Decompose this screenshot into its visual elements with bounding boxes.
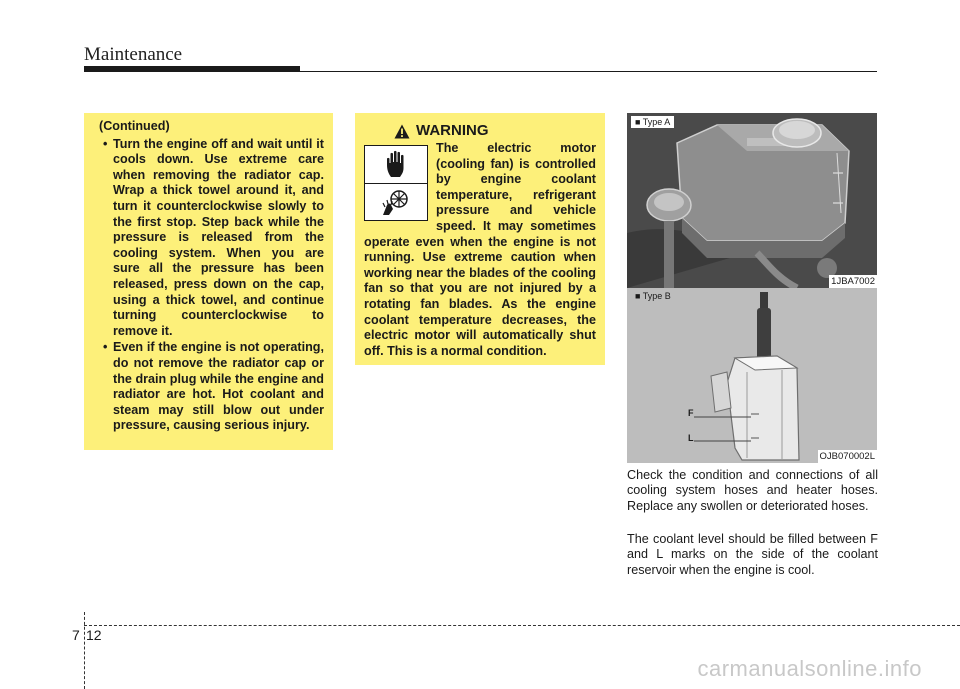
continued-caution-box bbox=[84, 113, 333, 450]
bullet-icon: • bbox=[103, 340, 108, 355]
figure-type-b-label: ■ Type B bbox=[635, 291, 671, 301]
caution-item bbox=[93, 137, 324, 340]
page-number: 12 bbox=[86, 627, 102, 643]
watermark: carmanualsonline.info bbox=[697, 656, 922, 681]
warning-box bbox=[355, 113, 605, 365]
warning-text: The electric motor (cooling fan) is controlled by engine coolant temperature, refrigerant pressure and vehicle speed. It may sometimes operate even when the engine is not running. Use extreme caution when working near the blades of the cooling fan so that you are not injured by a rotating fan blades. As the engine coolant temperature decreases, the electric motor will automatically shut off. This is a normal condition. bbox=[364, 141, 596, 358]
bullet-icon: • bbox=[103, 136, 108, 151]
header-bar bbox=[84, 66, 300, 72]
warning-pictograms bbox=[364, 145, 428, 221]
warning-triangle-icon bbox=[394, 124, 410, 139]
figure-type-a-code: 1JBA7002 bbox=[831, 276, 875, 287]
hose-check-paragraph: Check the condition and connections of all cooling system hoses and heater hoses. Replace any swollen or deteriorated hoses. bbox=[627, 468, 878, 513]
figure-type-b-code: OJB070002L bbox=[819, 451, 875, 462]
caution-item-text: Even if the engine is not operating, do not remove the radiator cap or the drain plug while the engine and radiator are hot. Hot coolant and steam may still blow out under pressure, causing serious injury. bbox=[113, 340, 324, 433]
coolant-reservoir-type-a-illustration bbox=[627, 113, 877, 288]
figure-type-a bbox=[627, 113, 877, 288]
caution-item-text: Turn the engine off and wait until it cools down. Use extreme care when removing the radiator cap. Wrap a thick towel around it, and turn it counterclockwise slowly to the first stop. Step back while the pressure is released from the cooling system. When you are sure all the pressure has been released, press down on the cap, using a thick towel, and continue turning counterclockwise to remove it. bbox=[113, 136, 324, 338]
warning-title: WARNING bbox=[416, 122, 489, 140]
coolant-level-paragraph: The coolant level should be filled between F and L marks on the side of the coolant reservoir when the engine is cool. bbox=[627, 532, 878, 577]
fan-hazard-icon bbox=[365, 184, 427, 221]
mark-f-label: F bbox=[688, 408, 694, 418]
warning-heading bbox=[394, 121, 596, 141]
figure-type-b bbox=[627, 288, 877, 463]
mark-l-label: L bbox=[688, 433, 694, 443]
figure-type-a-label: ■ Type A bbox=[631, 116, 674, 128]
header-rule bbox=[300, 71, 877, 72]
chapter-number: 7 bbox=[72, 627, 80, 643]
caution-item bbox=[93, 340, 324, 434]
footer-rule bbox=[84, 625, 960, 626]
caution-list bbox=[93, 137, 324, 434]
page-section-title: Maintenance bbox=[84, 44, 183, 65]
stop-hand-icon bbox=[365, 146, 427, 184]
coolant-reservoir-type-b-illustration bbox=[627, 288, 877, 463]
continued-label: (Continued) bbox=[99, 119, 170, 133]
footer-divider bbox=[84, 612, 85, 689]
